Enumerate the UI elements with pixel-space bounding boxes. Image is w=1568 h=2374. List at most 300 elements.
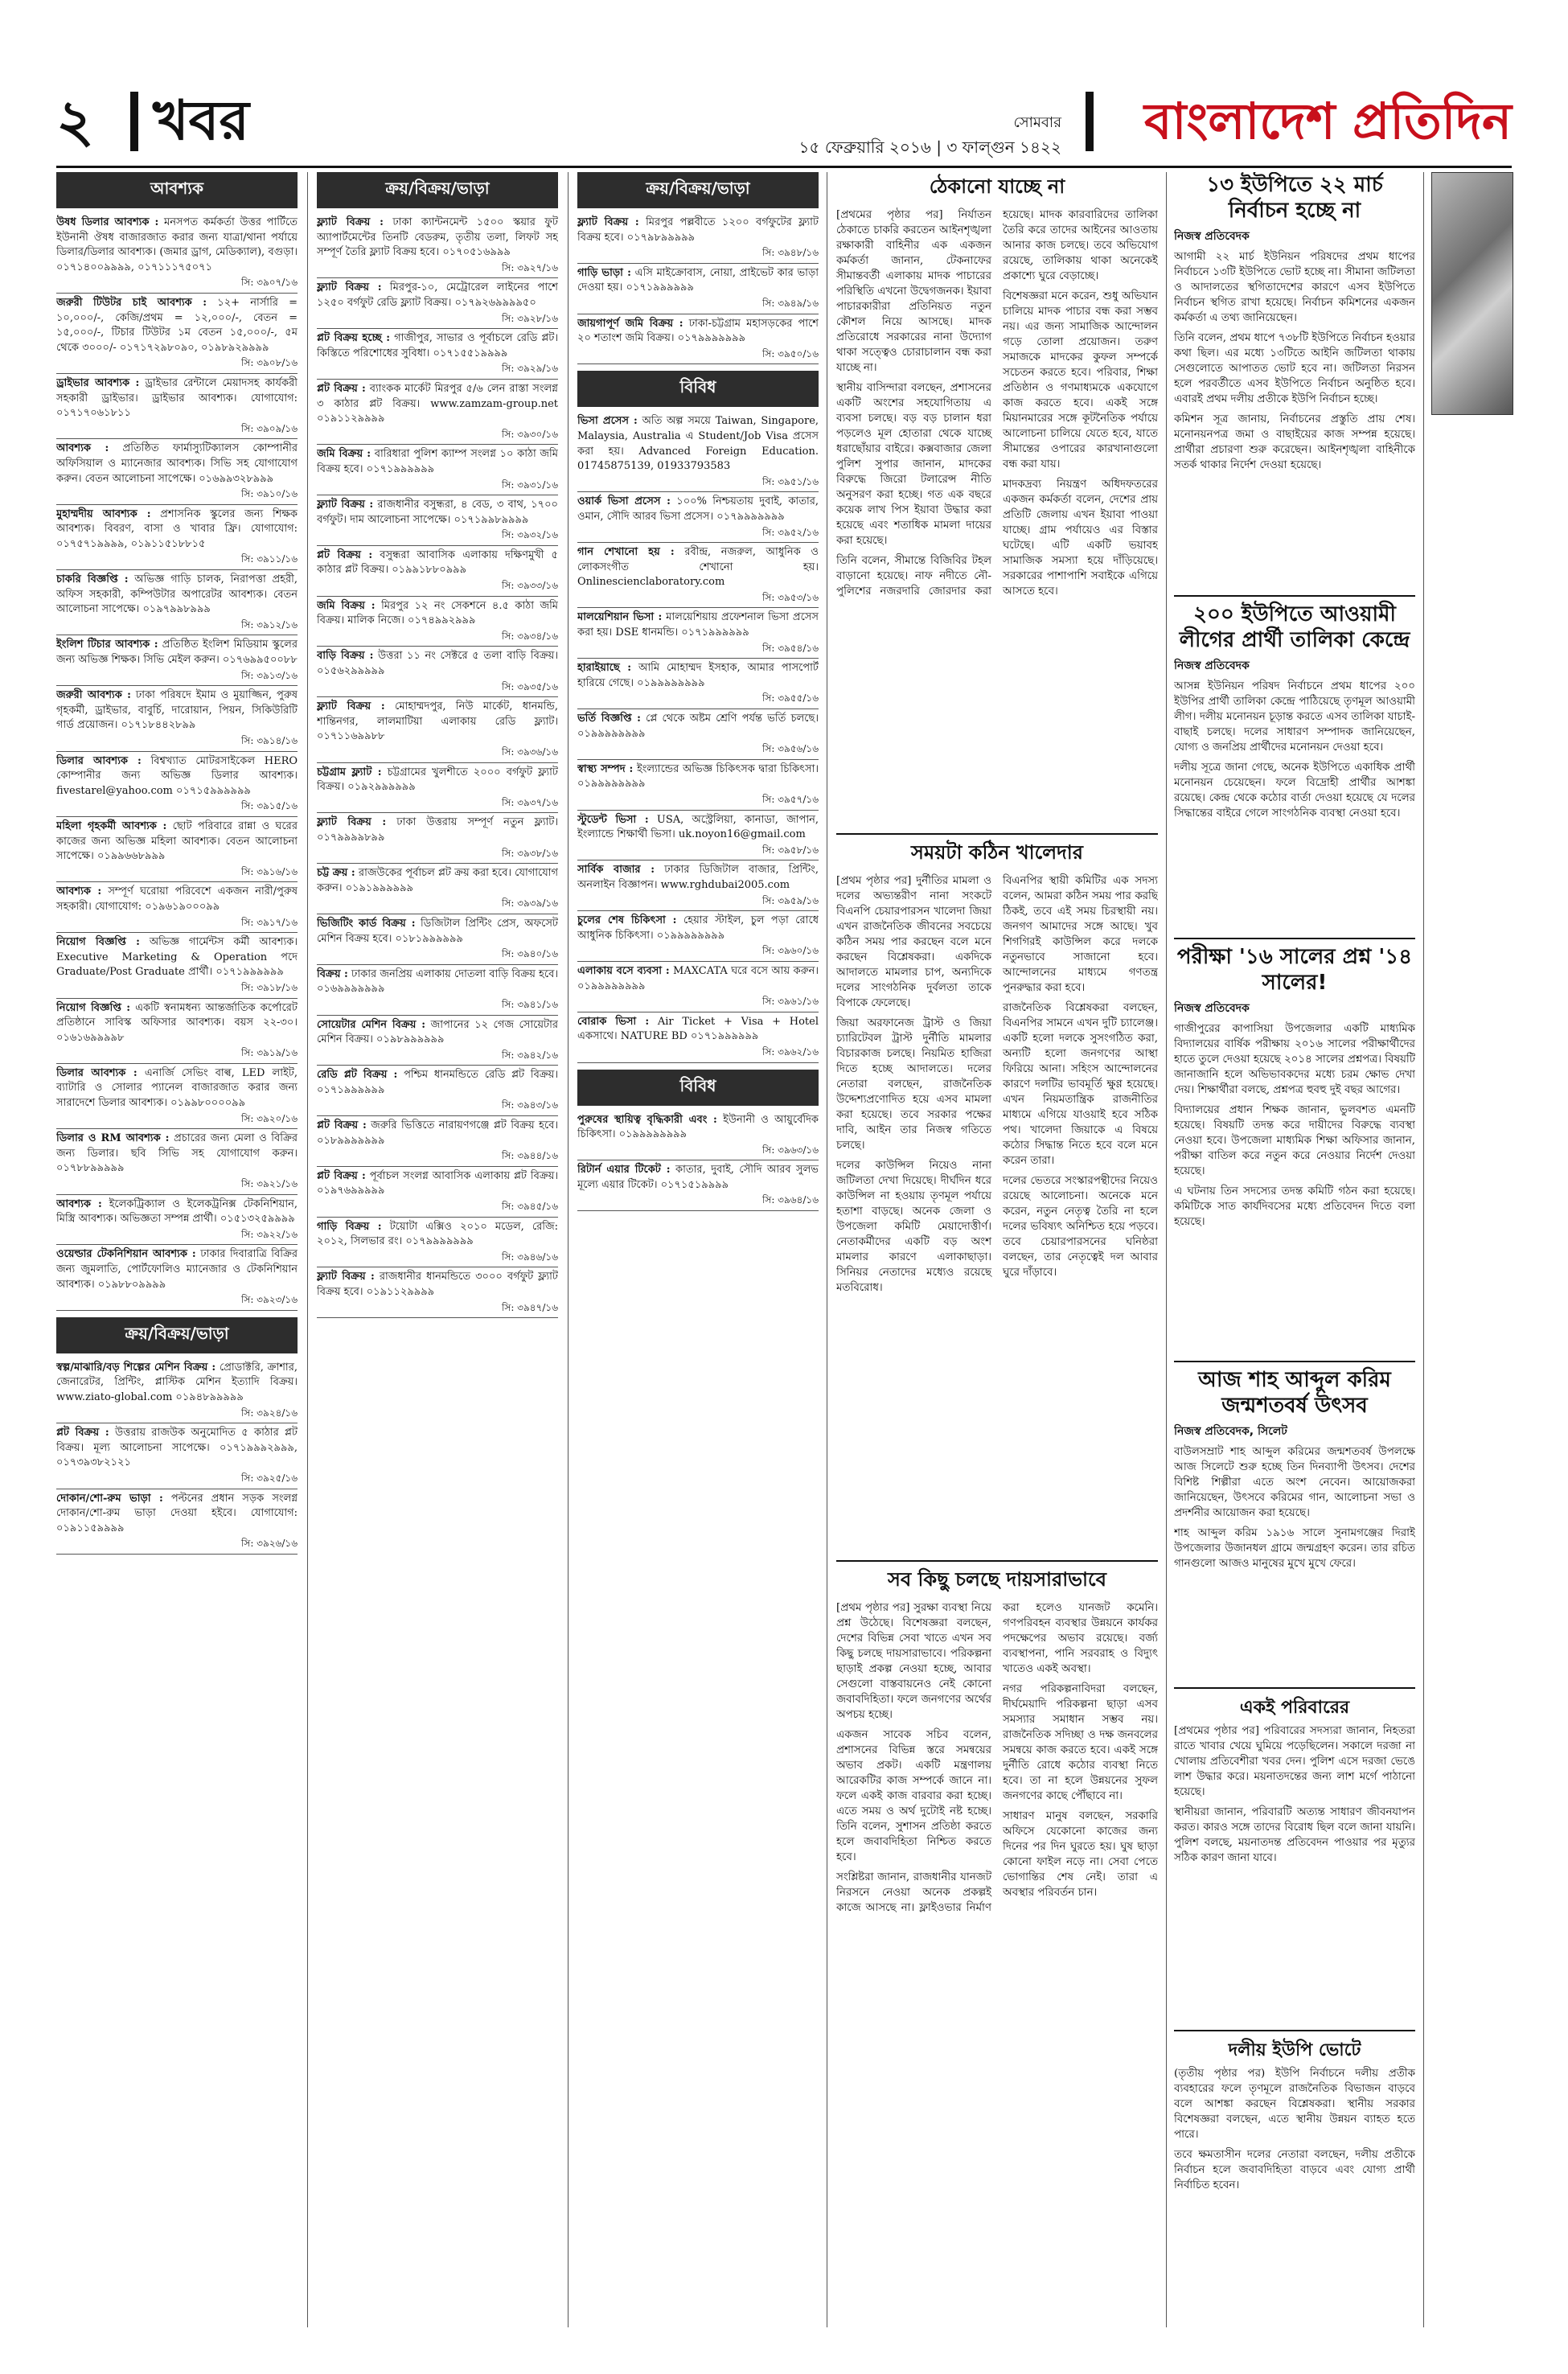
- paragraph: গাজীপুরের কাপাসিয়া উপজেলার একটি মাধ্যমিক বিদ্যালয়ের বার্ষিক পরীক্ষায় ২০১৬ সালের পরীক্ষার্থীদের হাতে তুলে দেওয়া হয়েছে ২০১৪ সালের প্রশ্নপত্র। বিষয়টি জানাজানি হলে অভিভাবকদের মধ্যে চরম ক্ষোভ দেখা দেয়। শিক্ষার্থীরা বলছে, প্রশ্নপত্র হুবহু দুই বছর আগের।: [1174, 1023, 1415, 1096]
- classified-ad: [317, 597, 558, 647]
- classified-ad: [577, 760, 819, 811]
- classified-ad: [317, 1066, 558, 1116]
- paragraph: কমিশন সূত্র জানায়, নির্বাচনের প্রস্তুতি প্রায় শেষ। মনোনয়নপত্র জমা ও বাছাইয়ের কাজ সম্পন্ন হয়েছে। প্রার্থীরা প্রচারণা শুরু করেছেন। আইনশৃঙ্খলা বাহিনীকে সতর্ক থাকার নির্দেশ দেওয়া হয়েছে।: [1174, 413, 1415, 471]
- ad-text: জাপানের ১২ গেজ সোয়েটার মেশিন বিক্রয়। ০১৯৮৯৯৯৯৯৯: [317, 1018, 558, 1046]
- classified-ad: [56, 374, 298, 439]
- ad-code: সি: ৩৯৪৯/১৬: [761, 297, 819, 309]
- headline: ঠেকানো যাচ্ছে না: [929, 175, 1065, 198]
- ad-text: ইলেকট্রিক্যাল ও ইলেকট্রনিক্স টেকনিশিয়ান, মিস্ত্রি আবশ্যক। অভিজ্ঞতা সম্পন্ন প্রার্থী। ০১৫১৩২৫৯৯৯৯: [56, 1197, 298, 1226]
- ad-title: প্লট বিক্রয় :: [317, 382, 366, 395]
- ad-code: সি: ৩৯৬৩/১৬: [761, 1144, 819, 1156]
- classified-ad: [577, 264, 819, 314]
- classified-ad: [56, 439, 298, 504]
- ad-title: জমি বিক্রয় :: [317, 599, 376, 612]
- ad-code: সি: ৩৯৩২/১৬: [501, 529, 558, 541]
- ad-title: প্লট বিক্রয় :: [317, 548, 373, 561]
- ad-text: এনার্জি সেভিং বাল্ব, LED লাইট, ব্যাটারি ও সোলার প্যানেল বাজারজাত করার জন্য সারাদেশে ডিলার আবশ্যক। ০১৯৯৮০০০০৯৯: [56, 1066, 298, 1110]
- ad-code: সি: ৩৯০৯/১৬: [240, 422, 298, 434]
- ad-text: উত্তরায় রাজউক অনুমোদিত ৫ কাঠার প্লট বিক্রয়। মূল্য আলোচনা সাপেক্ষে। ০১৭১৯৯৯২৯৯৯, ০১৭৩৯৩৮২১২১: [56, 1427, 298, 1469]
- classified-list: [577, 412, 819, 1062]
- classified-ad: [577, 709, 819, 760]
- ad-text: রাজউকের পূর্বাচল প্লট ক্রয় করা হবে। যোগাযোগ করুন। ০১৯১৯৯৯৯৯৯: [317, 867, 558, 894]
- ad-code: সি: ৩৯৩৫/১৬: [501, 680, 558, 692]
- ad-code: সি: ৩৯২৯/১৬: [501, 363, 558, 375]
- ad-text: প্রোডাক্টরি, ক্রাশার, জেনারেটর, প্রিন্টিং, প্লাস্টিক মেশিন ইত্যাদি বিক্রয়। www.ziato-global.com ০১৯৪৮৯৯৯৯৯: [56, 1361, 298, 1403]
- ad-code: সি: ৩৯১৩/১৬: [240, 669, 298, 681]
- ad-code: সি: ৩৯৩৩/১৬: [501, 580, 558, 592]
- paragraph: বিশেষজ্ঞরা মনে করেন, শুধু অভিযান চালিয়ে মাদক পাচার বন্ধ করা সম্ভব নয়। এর জন্য সামাজিক আন্দোলন গড়ে তোলা প্রয়োজন। তরুণ সমাজকে মাদকের কুফল সম্পর্কে সচেতন করতে হবে। পরিবার, শিক্ষা প্রতিষ্ঠান ও গণমাধ্যমকে একযোগে কাজ করতে হবে। একই সঙ্গে মিয়ানমারের সঙ্গে কূটনৈতিক পর্যায়ে আলোচনা চালিয়ে যেতে হবে, যাতে সীমান্তের ওপারের কারখানাগুলো বন্ধ করা যায়।: [1003, 290, 1158, 470]
- ad-text: অভিজ্ঞ গার্মেন্টস কর্মী আবশ্যক। Executive Marketing & Operation পদে Graduate/Post Graduate প্রার্থী। ০১৭১৯৯৯৯৯৯: [56, 936, 298, 979]
- classified-list: [56, 213, 298, 1311]
- ad-text: ঢাকা ক্যান্টনমেন্ট ১৫০০ স্কয়ার ফুট অ্যাপার্টমেন্টের তিনটি বেডরুম, তৃতীয় তলা, লিফট সহ সম্পূর্ণ তৈরি ফ্ল্যাট বিক্রয় হবে। ০১৭০৫১৬৯৯৯: [317, 216, 558, 259]
- paragraph: সাধারণ মানুষ বলছেন, সরকারি অফিসে যেকোনো কাজের জন্য দিনের পর দিন ঘুরতে হয়। ঘুষ ছাড়া কোনো ফাইল নড়ে না। সেবা পেতে ভোগান্তির শেষ নেই। তারা এ অবস্থার পরিবর্তন চান।: [1003, 1810, 1158, 1899]
- classified-ad: [56, 1423, 298, 1489]
- ad-code: সি: ৩৯৪০/১৬: [501, 948, 558, 960]
- ad-title: জায়গাপূর্ণ জমি বিক্রয় :: [577, 317, 683, 330]
- headline: সব কিছু চলছে দায়সারাভাবে: [887, 1568, 1107, 1591]
- story-body: [836, 1600, 1158, 1916]
- ad-code: সি: ৩৯৪৭/১৬: [501, 1301, 558, 1313]
- classified-heading: আবশ্যক: [56, 172, 298, 208]
- ad-title: ভিসা প্রসেস :: [577, 415, 638, 428]
- ad-title: প্লট বিক্রয় :: [56, 1427, 109, 1440]
- ad-title: জরুরী টিউটর চাই আবশ্যক :: [56, 296, 207, 309]
- ad-text: ঢাকার দিবারাত্রি বিক্রির জন্য জুমলাতি, পোর্টফোলিও ম্যানেজার ও টেকনিশিয়ান আবশ্যক। ০১৯৮৮০৯৯৯৯: [56, 1248, 298, 1291]
- paragraph: [প্রথমের পৃষ্ঠার পর] পরিবারের সদস্যরা জানান, নিহতরা রাতে খাবার খেয়ে ঘুমিয়ে পড়েছিলেন। সকালে দরজা না খোলায় প্রতিবেশীরা খবর দেন। পুলিশ এসে দরজা ভেঙে লাশ উদ্ধার করে। ময়নাতদন্তের জন্য লাশ মর্গে পাঠানো হয়েছে।: [1174, 1725, 1415, 1798]
- paragraph: (তৃতীয় পৃষ্ঠার পর) ইউপি নির্বাচনে দলীয় প্রতীক ব্যবহারের ফলে তৃণমূলে রাজনৈতিক বিভাজন বাড়বে বলে আশঙ্কা করছেন বিশ্লেষকরা। স্থানীয় সরকার বিশেষজ্ঞরা বলছেন, এতে স্থানীয় উন্নয়ন ব্যাহত হতে পারে।: [1174, 2068, 1415, 2141]
- rally-photo: [1431, 172, 1513, 415]
- ad-code: সি: ৩৯৫২/১৬: [761, 526, 819, 538]
- ad-text: প্লে থেকে অষ্টম শ্রেণি পর্যন্ত ভর্তি চলছে। ০১৯৯৯৯৯৯৯৯: [577, 713, 819, 740]
- column-rule: [568, 172, 569, 2327]
- ad-text: ছোট পরিবারে রান্না ও ঘরের কাজের জন্য অভিজ্ঞ মহিলা আবশ্যক। বেতন আলোচনা সাপেক্ষে। ০১৯৯৬৬৮৯৯৯: [56, 819, 298, 863]
- paragraph: শাহ আব্দুল করিম ১৯১৬ সালে সুনামগঞ্জের দিরাই উপজেলার উজানধল গ্রামে জন্মগ্রহণ করেন। তার রচিত গানগুলো আজও মানুষের মুখে মুখে ফেরে।: [1174, 1527, 1415, 1570]
- headline: আজ শাহ আব্দুল করিম জন্মশতবর্ষ উৎসব: [1198, 1368, 1391, 1418]
- ad-code: সি: ৩৯২৭/১৬: [501, 261, 558, 273]
- paragraph: দলীয় সূত্রে জানা গেছে, অনেক ইউপিতে একাধিক প্রার্থী মনোনয়ন চেয়েছেন। ফলে বিদ্রোহী প্রার্থীর আশঙ্কা রয়েছে। কেন্দ্র থেকে কঠোর বার্তা দেওয়া হয়েছে যে দলের সিদ্ধান্তের বাইরে গেলে সাংগঠনিক ব্যবস্থা নেওয়া হবে।: [1174, 762, 1415, 819]
- ad-text: বিশ্বখ্যাত মোটরসাইকেল HERO কোম্পানীর জন্য অভিজ্ঞ ডিলার আবশ্যক। fivestarel@yahoo.com ০১৭১৫৯৯৯৯৯৯: [56, 754, 298, 797]
- story-200-up: [1174, 595, 1415, 939]
- ad-title: বিক্রয় :: [317, 967, 348, 980]
- ad-code: সি: ৩৯১৮/১৬: [240, 981, 298, 993]
- classified-ad: [317, 1218, 558, 1268]
- paragraph: [প্রথম পৃষ্ঠার পর] দুর্নীতির মামলা ও দলের অভ্যন্তরীণ নানা সংকটে বিএনপি চেয়ারপারসন খালেদা জিয়া এখন রাজনৈতিক জীবনের সবচেয়ে কঠিন সময় পার করছেন বলে মনে করছেন বিশ্লেষকরা। একদিকে আদালতে মামলার চাপ, অন্যদিকে দলের সাংগঠনিক দুর্বলতা তাকে বিপাকে ফেলেছে।: [836, 875, 991, 1009]
- classified-ad: [56, 505, 298, 570]
- ad-code: সি: ৩৯২০/১৬: [240, 1112, 298, 1124]
- ad-text: মিরপুর ১২ নং সেকশনে ৪.৫ কাঠা জমি বিক্রয়। মালিক নিজে। ০১৭৪৯৯২৯৯৯: [317, 599, 558, 627]
- classified-ad: [577, 543, 819, 608]
- paragraph: [প্রথম পৃষ্ঠার পর] সুরক্ষা ব্যবস্থা নিয়ে প্রশ্ন উঠেছে। বিশেষজ্ঞরা বলছেন, দেশের বিভিন্ন সেবা খাতে এখন সব কিছু চলছে দায়সারাভাবে। পরিকল্পনা ছাড়াই প্রকল্প নেওয়া হচ্ছে, আবার সেগুলো বাস্তবায়নেও নেই কোনো জবাবদিহিতা। ফলে জনগণের অর্থের অপচয় হচ্ছে।: [836, 1602, 991, 1721]
- ad-code: সি: ৩৯৪২/১৬: [501, 1049, 558, 1061]
- ad-title: স্টুডেন্ট ভিসা :: [577, 813, 649, 826]
- classified-ad: [56, 294, 298, 374]
- ad-title: স্বাস্থ্য সম্পদ :: [577, 762, 634, 775]
- ad-code: সি: ৩৯৬৪/১৬: [761, 1194, 819, 1206]
- ad-code: সি: ৩৯৩৭/১৬: [501, 796, 558, 808]
- ad-text: অতি অল্প সময়ে Taiwan, Singapore, Malaysia, Australia এ Student/Job Visa প্রসেস করা হয়। Advanced Foreign Education. 01745875139, 01933793583: [577, 415, 819, 473]
- column-rule: [1423, 172, 1424, 2327]
- column-rule: [307, 172, 308, 2327]
- ad-title: হারাইয়াছে :: [577, 662, 631, 675]
- ad-text: ঢাকা পরিষদে ইমাম ও মুয়াজ্জিন, পুরুষ গৃহকর্মী, ড্রাইভার, বাবুর্চি, দারোয়ান, পিয়ন, সিকিউরিটি গার্ড প্রয়োজন। ০১৭১৮৪৪২৮৯৯: [56, 689, 298, 732]
- story-family: [1174, 1687, 1415, 2031]
- headline: ২০০ ইউপিতে আওয়ামী লীগের প্রার্থী তালিকা কেন্দ্রে: [1179, 602, 1410, 652]
- headline: ১৩ ইউপিতে ২২ মার্চ নির্বাচন হচ্ছে না: [1206, 173, 1383, 223]
- ad-text: মালয়েশিয়ায় প্রফেশনাল ভিসা প্রসেস করা হয়। DSE ধানমন্ডি। ০১৭১৯৯৯৯৯৯: [577, 611, 819, 639]
- ad-code: সি: ৩৯৩৬/১৬: [501, 746, 558, 758]
- ad-code: সি: ৩৯৫০/১৬: [761, 347, 819, 359]
- paragraph: তিনি বলেন, প্রথম ধাপে ৭৩৮টি ইউপিতে নির্বাচন হওয়ার কথা ছিল। এর মধ্যে ১৩টিতে আইনি জটিলতা থাকায় সেগুলোতে আপাতত ভোট হবে না। জটিলতা নিরসন হলে পরবর্তীতে এসব ইউপিতে নির্বাচন অনুষ্ঠিত হবে। এবারই প্রথম দলীয় প্রতীকে ইউপি নির্বাচন হচ্ছে।: [1174, 332, 1415, 405]
- ad-code: সি: ৩৯৫৭/১৬: [761, 794, 819, 805]
- ad-text: জরুরি ভিত্তিতে নারায়ণগঞ্জে প্লট বিক্রয় হবে। ০১৮৯৯৯৯৯৯৯: [317, 1119, 558, 1147]
- classified-ad: [56, 213, 298, 294]
- byline: নিজস্ব প্রতিবেদক, সিলেট: [1174, 1425, 1287, 1438]
- classified-ad: [56, 817, 298, 882]
- classified-ad: [56, 1195, 298, 1246]
- ad-text: বসুন্ধরা আবাসিক এলাকায় দক্ষিণমুখী ৫ কাঠার প্লট বিক্রয়। ০১৯৯১৮৮০৯৯৯: [317, 548, 558, 577]
- classified-ad: [56, 635, 298, 686]
- ad-title: নিয়োগ বিজ্ঞপ্তি :: [56, 1001, 131, 1014]
- byline: নিজস্ব প্রতিবেদক: [1174, 230, 1250, 243]
- ad-text: কাতার, দুবাই, সৌদি আরব সুলভ মূল্যে এয়ার টিকেট। ০১৭১৫১৯৯৯৯: [577, 1164, 819, 1191]
- classified-ad: [317, 864, 558, 914]
- classified-ad: [317, 546, 558, 597]
- paragraph: একজন সাবেক সচিব বলেন, প্রশাসনের বিভিন্ন স্তরে সমন্বয়ের অভাব প্রকট। একটি মন্ত্রণালয় আরেকটির কাজ সম্পর্কে জানে না। ফলে একই কাজ বারবার করা হচ্ছে। এতে সময় ও অর্থ দুটোই নষ্ট হচ্ছে। তিনি বলেন, সুশাসন প্রতিষ্ঠা করতে হলে জবাবদিহিতা নিশ্চিত করতে হবে।: [836, 1729, 991, 1863]
- ad-title: পুরুষের স্থায়িত্ব বৃদ্ধিকারী এবং :: [577, 1113, 717, 1126]
- ad-code: সি: ৩৯২৩/১৬: [240, 1294, 298, 1306]
- classified-list: [577, 213, 819, 364]
- ad-title: ভিজিটিং কার্ড বিক্রয় :: [317, 917, 416, 930]
- ad-text: সম্পূর্ণ ঘরোয়া পরিবেশে একজন নারী/পুরুষ সহকারী। যোগাযোগ: ০১৯৬১৯০০০৯৯: [56, 885, 298, 913]
- ad-title: ডিলার আবশ্যক :: [56, 1066, 138, 1079]
- ad-title: চট্টগ্রাম ফ্ল্যাট :: [317, 766, 382, 778]
- classified-ad: [577, 811, 819, 861]
- ad-title: ফ্ল্যাট বিক্রয় :: [577, 216, 639, 228]
- ad-code: সি: ৩৯৫৯/১৬: [761, 894, 819, 906]
- ad-title: নিয়োগ বিজ্ঞপ্তি :: [56, 936, 140, 949]
- ad-text: মিরপুর-১০, মেট্রোরেল লাইনের পাশে ১২৫০ বর্গফুট রেডি ফ্ল্যাট বিক্রয়। ০১৭৯২৬৯৯৯৯৫০: [317, 281, 558, 309]
- headline: পরীক্ষা '১৬ সালের প্রশ্ন '১৪ সালের!: [1176, 945, 1413, 995]
- story-party-up: [1174, 2030, 1415, 2334]
- paragraph: বিদ্যালয়ের প্রধান শিক্ষক জানান, ভুলবশত এমনটি হয়েছে। বিষয়টি তদন্ত করে দায়ীদের বিরুদ্ধে ব্যবস্থা নেওয়া হবে। উপজেলা মাধ্যমিক শিক্ষা অফিসার জানান, পরীক্ষা বাতিল করে নতুন করে নেওয়ার নির্দেশ দেওয়া হয়েছে।: [1174, 1104, 1415, 1177]
- classified-ad: [317, 278, 558, 329]
- ad-title: ওয়েল্ডার টেকনিশিয়ান আবশ্যক :: [56, 1248, 196, 1261]
- classified-ad: [317, 1167, 558, 1218]
- masthead: [56, 80, 1512, 161]
- classified-ad: [577, 1160, 819, 1211]
- classified-ad: [317, 647, 558, 697]
- classified-ad: [577, 213, 819, 264]
- ad-text: হেয়ার স্টাইল, চুল পড়া রোধে আধুনিক চিকিৎসা। ০১৯৯৯৯৯৯৯৯: [577, 914, 819, 942]
- ad-title: ওয়ার্ক ভিসা প্রসেস :: [577, 495, 671, 508]
- ad-title: চাকরি বিজ্ঞপ্তি :: [56, 573, 129, 586]
- paragraph: আগামী ২২ মার্চ ইউনিয়ন পরিষদের প্রথম ধাপের নির্বাচনে ১৩টি ইউপিতে ভোট হচ্ছে না। সীমানা জটিলতা ও আদালতের স্থগিতাদেশের কারণে এসব ইউপিতে নির্বাচন স্থগিত রাখা হয়েছে। নির্বাচন কমিশনের একজন কর্মকর্তা এ তথ্য জানিয়েছেন।: [1174, 251, 1415, 324]
- ad-code: সি: ৩৯৪৪/১৬: [501, 1150, 558, 1162]
- ad-title: ফ্ল্যাট বিক্রয় :: [317, 281, 382, 294]
- classified-list: [317, 213, 558, 1318]
- ad-text: টয়োটা এক্সিও ২০১০ মডেল, রেজি: ২০১২, সিলভার রং। ০১৭৯৯৯৯৯৯৯: [317, 1220, 558, 1248]
- ad-text: প্রচারের জন্য মেলা ও বিক্রির জন্য ডিলার। ছবি সিভি সহ যোগাযোগ করুন। ০১৭৮৮৯৯৯৯৯: [56, 1132, 298, 1175]
- ad-code: সি: ৩৯৫৮/১৬: [761, 844, 819, 856]
- ad-code: সি: ৩৯৫৫/১৬: [761, 692, 819, 704]
- ad-title: প্লট বিক্রয় :: [317, 1169, 366, 1182]
- date-line: ১৫ ফেব্রুয়ারি ২০১৬ | ৩ ফাল্গুন ১৪২২: [798, 138, 1061, 157]
- ad-title: আবশ্যক :: [56, 885, 102, 898]
- ad-text: মিরপুর পল্লবীতে ১২০০ বর্গফুটের ফ্ল্যাট বিক্রয় হবে। ০১৭৯৮৯৯৯৯৯: [577, 216, 819, 244]
- ad-text: উত্তরা ১১ নং সেক্টরে ৫ তলা বাড়ি বিক্রয়। ০১৫৬২৯৯৯৯৯: [317, 650, 558, 678]
- ad-text: ১০০% নিশ্চয়তায় দুবাই, কাতার, ওমান, সৌদি আরব ভিসা প্রসেস। ০১৭৯৯৯৯৯৯৯: [577, 495, 819, 523]
- ad-code: সি: ৩৯২২/১৬: [240, 1228, 298, 1240]
- paragraph: [প্রথমের পৃষ্ঠার পর] নির্যাতন ঠেকাতে চাকরি করতেন আইনশৃঙ্খলা রক্ষাকারী বাহিনীর এক একজন কর্মকর্তা জানান, টেকনাফের সীমান্তবর্তী এলাকায় মাদক পাচারের পরিস্থিতি এখনো উদ্বেগজনক। ইয়াবা পাচারকারীরা প্রতিনিয়ত নতুন কৌশল নিয়ে আসছে। মাদক প্রতিরোধে সরকারের নানা উদ্যোগ থাকা সত্ত্বেও চোরাচালান বন্ধ করা যাচ্ছে না।: [836, 209, 991, 374]
- classified-ad: [577, 659, 819, 709]
- page-number: ২: [56, 86, 94, 154]
- ad-code: সি: ৩৯১৪/১৬: [240, 735, 298, 746]
- paragraph: সংশ্লিষ্টরা জানান, রাজধানীর যানজট নিরসনে নেওয়া অনেক প্রকল্পই কাজে আসছে না। ফ্লাইওভার নির্মাণ করা হলেও যানজট কমেনি। গণপরিবহন ব্যবস্থার উন্নয়নে কার্যকর পদক্ষেপের অভাব রয়েছে। বর্জ্য ব্যবস্থাপনা, পানি সরবরাহ ও বিদ্যুৎ খাতেও একই অবস্থা।: [836, 1602, 1158, 1914]
- ad-code: সি: ৩৯৬০/১৬: [761, 945, 819, 957]
- ad-text: ১২+ নার্সারি = ১০,০০০/-, কেজি/প্রথম = ১২,০০০/-, বেতন = ১৫,০০০/-, টিচার টিউটর ১ম বেতন ১৫,০০০/-, ৫ম থেকে ৩০০০/- ০১৭১৭২৯৮০৯০, ০১৯৮৯২৯৯৯৯: [56, 296, 298, 354]
- story-body: [836, 207, 1158, 602]
- classified-ad: [577, 860, 819, 911]
- classified-ad: [317, 213, 558, 278]
- ad-code: সি: ৩৯০৮/১৬: [240, 357, 298, 369]
- classified-ad: [317, 495, 558, 546]
- classified-ad: [577, 608, 819, 659]
- byline: নিজস্ব প্রতিবেদক: [1174, 1002, 1250, 1015]
- classified-ad: [317, 445, 558, 495]
- ad-title: প্লট বিক্রয় :: [317, 1119, 367, 1132]
- paragraph: আসন্ন ইউনিয়ন পরিষদ নির্বাচনে প্রথম ধাপের ২০০ ইউপির প্রার্থী তালিকা কেন্দ্রে পাঠিয়েছে তৃণমূল আওয়ামী লীগ। দলীয় মনোনয়ন চূড়ান্ত করতে এসব তালিকা যাচাই-বাছাই চলছে। দলের সাধারণ সম্পাদক জানিয়েছেন, যোগ্য ও জনপ্রিয় প্রার্থীদের মনোনয়ন দেওয়া হবে।: [1174, 680, 1415, 754]
- ad-title: আবশ্যক :: [56, 1197, 102, 1210]
- headline: দলীয় ইউপি ভোটে: [1228, 2040, 1361, 2060]
- paragraph: স্থানীয় বাসিন্দারা বলছেন, প্রশাসনের একটি অংশের সহযোগিতায় এ ব্যবসা চলছে। বড় বড় চালান ধরা পড়লেও মূল হোতারা থেকে যাচ্ছে ধরাছোঁয়ার বাইরে। কক্সবাজার জেলা পুলিশ সুপার জানান, মাদকের বিরুদ্ধে জিরো টলারেন্স নীতি অনুসরণ করা হচ্ছে। গত এক বছরে কয়েক লাখ পিস ইয়াবা উদ্ধার করা হয়েছে এবং শতাধিক মামলা দায়ের করা হয়েছে।: [836, 382, 991, 547]
- ad-code: সি: ৩৯৬২/১৬: [761, 1045, 819, 1058]
- ad-title: বোরাক ভিসা :: [577, 1015, 650, 1028]
- ad-text: বারিধারা পুলিশ ক্যাম্প সংলগ্ন ১০ কাঠা জমি বিক্রয় হবে। ০১৭১৯৯৯৯৯৯: [317, 448, 558, 475]
- masthead-divider-right: [1086, 92, 1094, 151]
- ad-code: সি: ৩৯২৮/১৬: [501, 312, 558, 324]
- ad-title: রেডি প্লট বিক্রয় :: [317, 1069, 398, 1082]
- ad-text: রাজধানীর ধানমন্ডিতে ৩০০০ বর্গফুট ফ্ল্যাট বিক্রয় হবে। ০১৯১১২৯৯৯৯: [317, 1271, 558, 1298]
- ad-title: সোয়েটার মেশিন বিক্রয় :: [317, 1018, 426, 1031]
- classified-ad: [56, 999, 298, 1064]
- classified-ad: [56, 1358, 298, 1423]
- ad-text: গাজীপুর, সাভার ও পূর্বাচলে রেডি প্লট। কিস্তিতে পরিশোধের সুবিধা। ০১৭১৫৫১৯৯৯৯: [317, 332, 558, 359]
- ad-title: ফ্ল্যাট বিক্রয় :: [317, 700, 385, 713]
- paragraph: জিয়া অরফানেজ ট্রাস্ট ও জিয়া চ্যারিটেবল ট্রাস্ট দুর্নীতি মামলার বিচারকাজ চলছে। নিয়মিত হাজিরা দিতে হচ্ছে আদালতে। দলের নেতারা বলছেন, রাজনৈতিক উদ্দেশ্যপ্রণোদিত হয়ে এসব মামলা করা হয়েছে। তবে সরকার পক্ষের দাবি, আইন তার নিজস্ব গতিতে চলছে।: [836, 1017, 991, 1152]
- newspaper-logo: বাংলাদেশ প্রতিদিন: [1144, 92, 1512, 150]
- ad-title: মুহাম্মদীয় আবশ্যক :: [56, 507, 151, 520]
- ad-text: ব্যাংকক মার্কেট মিরপুর ৫/৬ লেন রাস্তা সংলগ্ন ৩ কাঠার প্লট বিক্রয়। www.zamzam-group.net ০১৯১১২৯৯৯৯: [317, 382, 558, 425]
- ad-text: এসি মাইক্রোবাস, নোয়া, প্রাইভেট কার ভাড়া দেওয়া হয়। ০১৭১৯৯৯৯৯৯: [577, 266, 819, 294]
- classified-ad: [56, 882, 298, 933]
- ad-text: ড্রাইভার রেন্টালে মেয়াদসহ কার্যকরী সহকারী ড্রাইভার। ড্রাইভার আবশ্যক। যোগাযোগ: ০১৭১৭০৬১৮১১: [56, 376, 298, 420]
- paragraph: এ ঘটনায় তিন সদস্যের তদন্ত কমিটি গঠন করা হয়েছে। কমিটিকে সাত কার্যদিবসের মধ্যে প্রতিবেদন দিতে বলা হয়েছে।: [1174, 1185, 1415, 1228]
- ad-title: গান শেখানো হয় :: [577, 546, 675, 559]
- headline: একই পরিবারের: [1239, 1698, 1350, 1718]
- right-column: [1431, 172, 1512, 2327]
- ad-code: সি: ৩৯১৭/১৬: [240, 916, 298, 928]
- masthead-rule: [56, 166, 1512, 168]
- classified-ad: [56, 1064, 298, 1129]
- ad-title: ফ্ল্যাট বিক্রয় :: [317, 816, 387, 829]
- ad-title: চুলের শেষ চিকিৎসা :: [577, 914, 677, 927]
- ad-code: সি: ৩৯৪৩/১৬: [501, 1099, 558, 1111]
- classified-ad: [317, 914, 558, 965]
- ad-code: সি: ৩৯৪৬/১৬: [501, 1251, 558, 1263]
- classified-list: [577, 1111, 819, 1212]
- ad-text: ঢাকা-চট্টগ্রাম মহাসড়কের পাশে ২০ শতাংশ জমি বিক্রয়। ০১৭৯৯৯৯৯৯৯: [577, 317, 819, 345]
- classified-ad: [317, 697, 558, 762]
- classified-ad: [56, 1245, 298, 1310]
- ad-title: স্বল্প/মাঝারি/বড় শিল্পের মেশিন বিক্রয় :: [56, 1361, 216, 1374]
- story-13-up: [1174, 172, 1415, 590]
- ad-code: সি: ৩৯৩৯/১৬: [501, 897, 558, 910]
- ad-text: USA, অস্ট্রেলিয়া, কানাডা, জাপান, ইংল্যান্ডে শিক্ষার্থী ভিসা। uk.noyon16@gmail.com: [577, 813, 819, 841]
- ad-title: ডিলার ও RM আবশ্যক :: [56, 1132, 170, 1145]
- ad-code: সি: ৩৯১২/১৬: [240, 618, 298, 630]
- story-thekano: [836, 172, 1158, 832]
- ad-code: সি: ৩৯৫৬/১৬: [761, 743, 819, 755]
- classified-ad: [577, 412, 819, 492]
- ad-code: সি: ৩৯৩৮/১৬: [501, 847, 558, 859]
- paragraph: দলের কাউন্সিল নিয়েও নানা জটিলতা দেখা দিয়েছে। দীর্ঘদিন ধরে কাউন্সিল না হওয়ায় তৃণমূল পর্যায়ে হতাশা বাড়ছে। অনেক জেলা ও উপজেলা কমিটি মেয়াদোত্তীর্ণ। নেতাকর্মীদের একটি বড় অংশ মামলার কারণে এলাকাছাড়া। সিনিয়র নেতাদের মধ্যেও রয়েছে মতবিরোধ।: [836, 1160, 991, 1294]
- ad-title: রিটার্ন এয়ার টিকেট :: [577, 1164, 671, 1177]
- ad-text: ঢাকা উত্তরায় সম্পূর্ণ নতুন ফ্ল্যাট। ০১৭৯৯৯৯৮৯৯: [317, 816, 558, 844]
- ad-code: সি: ৩৯৪৮/১৬: [761, 247, 819, 259]
- ad-title: ডিলার আবশ্যক :: [56, 754, 142, 767]
- ad-text: ইংল্যান্ডের অভিজ্ঞ চিকিৎসক দ্বারা চিকিৎসা। ০১৯৯৯৯৯৯৯৯: [577, 762, 819, 791]
- classified-ad: [56, 686, 298, 751]
- ad-code: সি: ৩৯১৬/১৬: [240, 865, 298, 877]
- ad-title: বাড়ি বিক্রয় :: [317, 650, 374, 663]
- ad-title: ফ্ল্যাট বিক্রয় :: [317, 1271, 375, 1284]
- classified-ad: [317, 329, 558, 380]
- ad-code: সি: ৩৯৪৫/১৬: [501, 1201, 558, 1213]
- ad-title: ফ্ল্যাট বিক্রয় :: [317, 216, 384, 228]
- ad-text: মনসপত কর্মকর্তা উত্তর পার্টিতে ইউনানী ঔষধ বাজারজাত করার জন্য যাত্রা/থানা পর্যায়ে ডিলার/ডিলার আবশ্যক। (জমার ড্রাগ, মেডিক্যাল), বগুড়া। ০১৭১৪০০৯৯৯৯, ০১৭১১১৭৫০৭১: [56, 216, 298, 273]
- ad-code: সি: ৩৯২৪/১৬: [240, 1407, 298, 1419]
- story-exam: [1174, 938, 1415, 1362]
- classified-ad: [317, 813, 558, 864]
- ad-code: সি: ৩৯১১/১৬: [240, 553, 298, 565]
- classified-ad: [577, 1012, 819, 1063]
- paragraph: স্থানীয়রা জানান, পরিবারটি অত্যন্ত সাধারণ জীবনযাপন করত। কারও সঙ্গে তাদের বিরোধ ছিল বলে জানা যায়নি। পুলিশ বলছে, ময়নাতদন্ত প্রতিবেদন পাওয়ার পর মৃত্যুর সঠিক কারণ জানা যাবে।: [1174, 1806, 1415, 1864]
- ad-title: মহিলা গৃহকর্মী আবশ্যক :: [56, 819, 167, 832]
- ad-text: অভিজ্ঞ গাড়ি চালক, নিরাপত্তা প্রহরী, অফিস সহকারী, কম্পিউটার অপারেটর আবশ্যক। বেতন আলোচনা সাপেক্ষে। ০১৯৭৯৯৮৯৯৯: [56, 573, 298, 616]
- ad-text: ঢাকার জনপ্রিয় এলাকায় দোতলা বাড়ি বিক্রয় হবে। ০১৬৯৯৯৯৯৯৯: [317, 967, 558, 996]
- classified-ad: [317, 1267, 558, 1318]
- ad-code: সি: ৩৯৫৪/১৬: [761, 642, 819, 654]
- classified-ad: [56, 570, 298, 635]
- ad-title: ড্রাইভার আবশ্যক :: [56, 376, 140, 389]
- ad-text: ঢাকার ডিজিটাল বাজার, প্রিন্টিং, অনলাইন বিজ্ঞাপন। www.rghdubai2005.com: [577, 864, 819, 891]
- classified-ad: [56, 1489, 298, 1555]
- classified-heading: ক্রয়/বিক্রয়/ভাড়া: [317, 172, 558, 208]
- ad-text: Air Ticket + Visa + Hotel একসাথে। NATURE BD ০১৭১৯৯৯৯৯৯: [577, 1015, 819, 1043]
- classified-ad: [577, 314, 819, 365]
- ad-code: সি: ৩৯৩১/১৬: [501, 478, 558, 491]
- ad-code: সি: ৩৯১৯/১৬: [240, 1047, 298, 1059]
- story-abdul-karim: [1174, 1361, 1415, 1689]
- paragraph: বিএনপির স্থায়ী কমিটির এক সদস্য বলেন, আমরা কঠিন সময় পার করছি ঠিকই, তবে এই সময় চিরস্থায়ী নয়। জনগণ আমাদের সঙ্গে আছে। খুব শিগগিরই কাউন্সিল করে দলকে নতুনভাবে সাজানো হবে। আন্দোলনের মাধ্যমে গণতন্ত্র পুনরুদ্ধার করা হবে।: [1003, 875, 1158, 994]
- ad-code: সি: ৩৯৩০/১৬: [501, 428, 558, 440]
- story-body: [836, 873, 1158, 1296]
- classified-heading: বিবিধ: [577, 1070, 819, 1106]
- ad-text: পূর্বাচল সংলগ্ন আবাসিক এলাকায় প্লট বিক্রয়। ০১৯৭৬৯৯৯৯৯: [317, 1169, 558, 1197]
- weekday: সোমবার: [1013, 114, 1061, 131]
- ad-text: চট্টগ্রামের খুলশীতে ২০০০ বর্গফুট ফ্ল্যাট বিক্রয়। ০১৯২৯৯৯৯৯৯: [317, 766, 558, 794]
- ad-code: সি: ৩৯৪১/১৬: [501, 998, 558, 1010]
- ad-title: আবশ্যক :: [56, 442, 109, 455]
- classified-heading: ক্রয়/বিক্রয়/ভাড়া: [56, 1317, 298, 1353]
- ad-code: সি: ৩৯১৫/১৬: [240, 800, 298, 812]
- ad-text: মোহাম্মদপুর, নিউ মার্কেট, ধানমন্ডি, শান্তিনগর, লালমাটিয়া এলাকায় রেডি ফ্ল্যাট। ০১৭১১৬৯৯৮৮: [317, 700, 558, 743]
- paragraph: তিনি বলেন, সীমান্তে বিজিবির টহল বাড়ানো হয়েছে। নাফ নদীতে নৌ-পুলিশের নজরদারি জোরদার করা হয়েছে। মাদক কারবারিদের তালিকা তৈরি করে তাদের আইনের আওতায় আনার কাজ চলছে। তবে অভিযোগ রয়েছে, তালিকায় থাকা অনেকেই প্রকাশ্যে ঘুরে বেড়াচ্ছে।: [836, 209, 1158, 598]
- ad-code: সি: ৩৯৫১/১৬: [761, 475, 819, 487]
- classified-ad: [317, 1116, 558, 1167]
- classifieds-column-1: [56, 172, 298, 2327]
- paragraph: নগর পরিকল্পনাবিদরা বলছেন, দীর্ঘমেয়াদি পরিকল্পনা ছাড়া এসব সমস্যার সমাধান সম্ভব নয়। রাজনৈতিক সদিচ্ছা ও দক্ষ জনবলের সমন্বয়ে কাজ করতে হবে। একই সঙ্গে দুর্নীতি রোধে কঠোর ব্যবস্থা নিতে হবে। তা না হলে উন্নয়নের সুফল জনগণের কাছে পৌঁছাবে না।: [1003, 1683, 1158, 1802]
- classified-ad: [56, 752, 298, 817]
- ad-title: জমি বিক্রয় :: [317, 448, 371, 461]
- ad-title: গাড়ি ভাড়া :: [577, 266, 631, 279]
- classified-ad: [317, 763, 558, 814]
- ad-title: উষধ ডিলার আবশ্যক :: [56, 216, 159, 228]
- ad-code: সি: ৩৯২৬/১৬: [240, 1538, 298, 1550]
- headline: সময়টা কঠিন খালেদার: [911, 841, 1083, 864]
- ad-text: প্রশাসনিক স্কুলের জন্য শিক্ষক আবশ্যক। বিবরণ, বাসা ও খাবার ফ্রি। যোগাযোগ: ০১৭৫৭১৯৯৯৯, ০১৯১১৫১৮৮১৫: [56, 507, 298, 550]
- ad-title: ভর্তি বিজ্ঞপ্তি :: [577, 713, 641, 725]
- ad-title: গাড়ি বিক্রয় :: [317, 1220, 382, 1233]
- ad-code: সি: ৩৯২১/১৬: [240, 1178, 298, 1190]
- classified-ad: [577, 492, 819, 543]
- ad-code: সি: ৩৯১০/১৬: [240, 488, 298, 500]
- classified-ad: [577, 911, 819, 962]
- classified-list: [56, 1358, 298, 1555]
- classified-ad: [317, 965, 558, 1016]
- ad-text: পল্টনের প্রধান সড়ক সংলগ্ন দোকান/শো-রুম ভাড়া দেওয়া হইবে। যোগাযোগ: ০১৯১১৫৯৯৯৯: [56, 1492, 298, 1534]
- column-rule: [1166, 172, 1167, 2327]
- byline: নিজস্ব প্রতিবেদক: [1174, 659, 1250, 672]
- classified-heading: বিবিধ: [577, 371, 819, 407]
- paragraph: রাজনৈতিক বিশ্লেষকরা বলছেন, বিএনপির সামনে এখন দুটি চ্যালেঞ্জ। একটি হলো দলকে সুসংগঠিত করা, অন্যটি হলো জনগণের আস্থা ফিরিয়ে আনা। সহিংস আন্দোলনের কারণে দলটির ভাবমূর্তি ক্ষুণ্ণ হয়েছে। এখন নিয়মতান্ত্রিক রাজনীতির মাধ্যমে এগিয়ে যাওয়াই হবে সঠিক পথ। খালেদা জিয়াকে এ বিষয়ে কঠোর সিদ্ধান্ত নিতে হবে বলে মনে করেন তারা।: [1003, 1002, 1158, 1167]
- ad-text: রাজধানীর বসুন্ধরা, ৪ বেড, ৩ বাথ, ১৭০০ বর্গফুট। দাম আলোচনা সাপেক্ষে। ০১৭১৯৯৮৯৯৯৯: [317, 499, 558, 526]
- classifieds-column-3: [577, 172, 819, 2327]
- ad-text: ডিজিটাল প্রিন্টিং প্রেস, অফসেট মেশিন বিক্রয় হবে। ০১৮১৯৯৯৯৯৯: [317, 917, 558, 945]
- ad-text: ইউনানী ও আয়ুর্বেদিক চিকিৎসা। ০১৯৯৯৯৯৯৯৯: [577, 1113, 819, 1141]
- ad-title: মালয়েশিয়ান ভিসা :: [577, 611, 663, 624]
- classifieds-column-2: [317, 172, 558, 2327]
- ad-code: সি: ৩৯০৭/১৬: [240, 277, 298, 289]
- ad-title: ইংলিশ টিচার আবশ্যক :: [56, 639, 158, 651]
- ad-text: প্রতিষ্ঠিত ইংলিশ মিডিয়াম স্কুলের জন্য অভিজ্ঞ শিক্ষক। সিভি মেইল করুন। ০১৭৬৯৯৫০০৮৮: [56, 639, 298, 667]
- section-title: খবর: [153, 88, 249, 153]
- ad-code: সি: ৩৯২৫/১৬: [240, 1472, 298, 1484]
- ad-code: সি: ৩৯৫৩/১৬: [761, 591, 819, 603]
- masthead-divider-left: [130, 92, 138, 151]
- ad-text: প্রতিষ্ঠিত ফার্মাস্যুটিক্যালস কোম্পানীর অফিসিয়াল ও ম্যানেজার আবশ্যক। সিভি সহ যোগাযোগ করুন। বেতন আলোচনা সাপেক্ষে। ০১৬৯৯৩২৮৯৯৯: [56, 442, 298, 485]
- classified-ad: [56, 1129, 298, 1194]
- ad-title: জরুরী আবশ্যক :: [56, 689, 131, 702]
- ad-text: রবীন্দ্র, নজরুল, আধুনিক ও লোকসংগীত শেখানো হয়। Onlinescienclaboratory.com: [577, 546, 819, 589]
- paragraph: দলের ভেতরে সংস্কারপন্থীদের নিয়েও রয়েছে আলোচনা। অনেকে মনে করেন, নতুন নেতৃত্ব তৈরি না হলে দলের ভবিষ্যৎ অনিশ্চিত হয়ে পড়বে। তবে চেয়ারপারসনের ঘনিষ্ঠরা বলছেন, তার নেতৃত্বেই দল আবার ঘুরে দাঁড়াবে।: [1003, 1175, 1158, 1279]
- classified-heading: ক্রয়/বিক্রয়/ভাড়া: [577, 172, 819, 208]
- classified-ad: [317, 1016, 558, 1066]
- paragraph: মাদকদ্রব্য নিয়ন্ত্রণ অধিদফতরের একজন কর্মকর্তা বলেন, দেশের প্রায় প্রতিটি জেলায় এখন ইয়াবা পাওয়া যাচ্ছে। গ্রাম পর্যায়েও এর বিস্তার ঘটেছে। এটি একটি ভয়াবহ সামাজিক সমস্যা হয়ে দাঁড়িয়েছে। সরকারের পাশাপাশি সবাইকে এগিয়ে আসতে হবে।: [1003, 478, 1158, 598]
- classified-ad: [577, 962, 819, 1012]
- ad-title: সার্বিক বাজার :: [577, 864, 655, 877]
- ad-title: এলাকায় বসে ব্যবসা :: [577, 964, 670, 977]
